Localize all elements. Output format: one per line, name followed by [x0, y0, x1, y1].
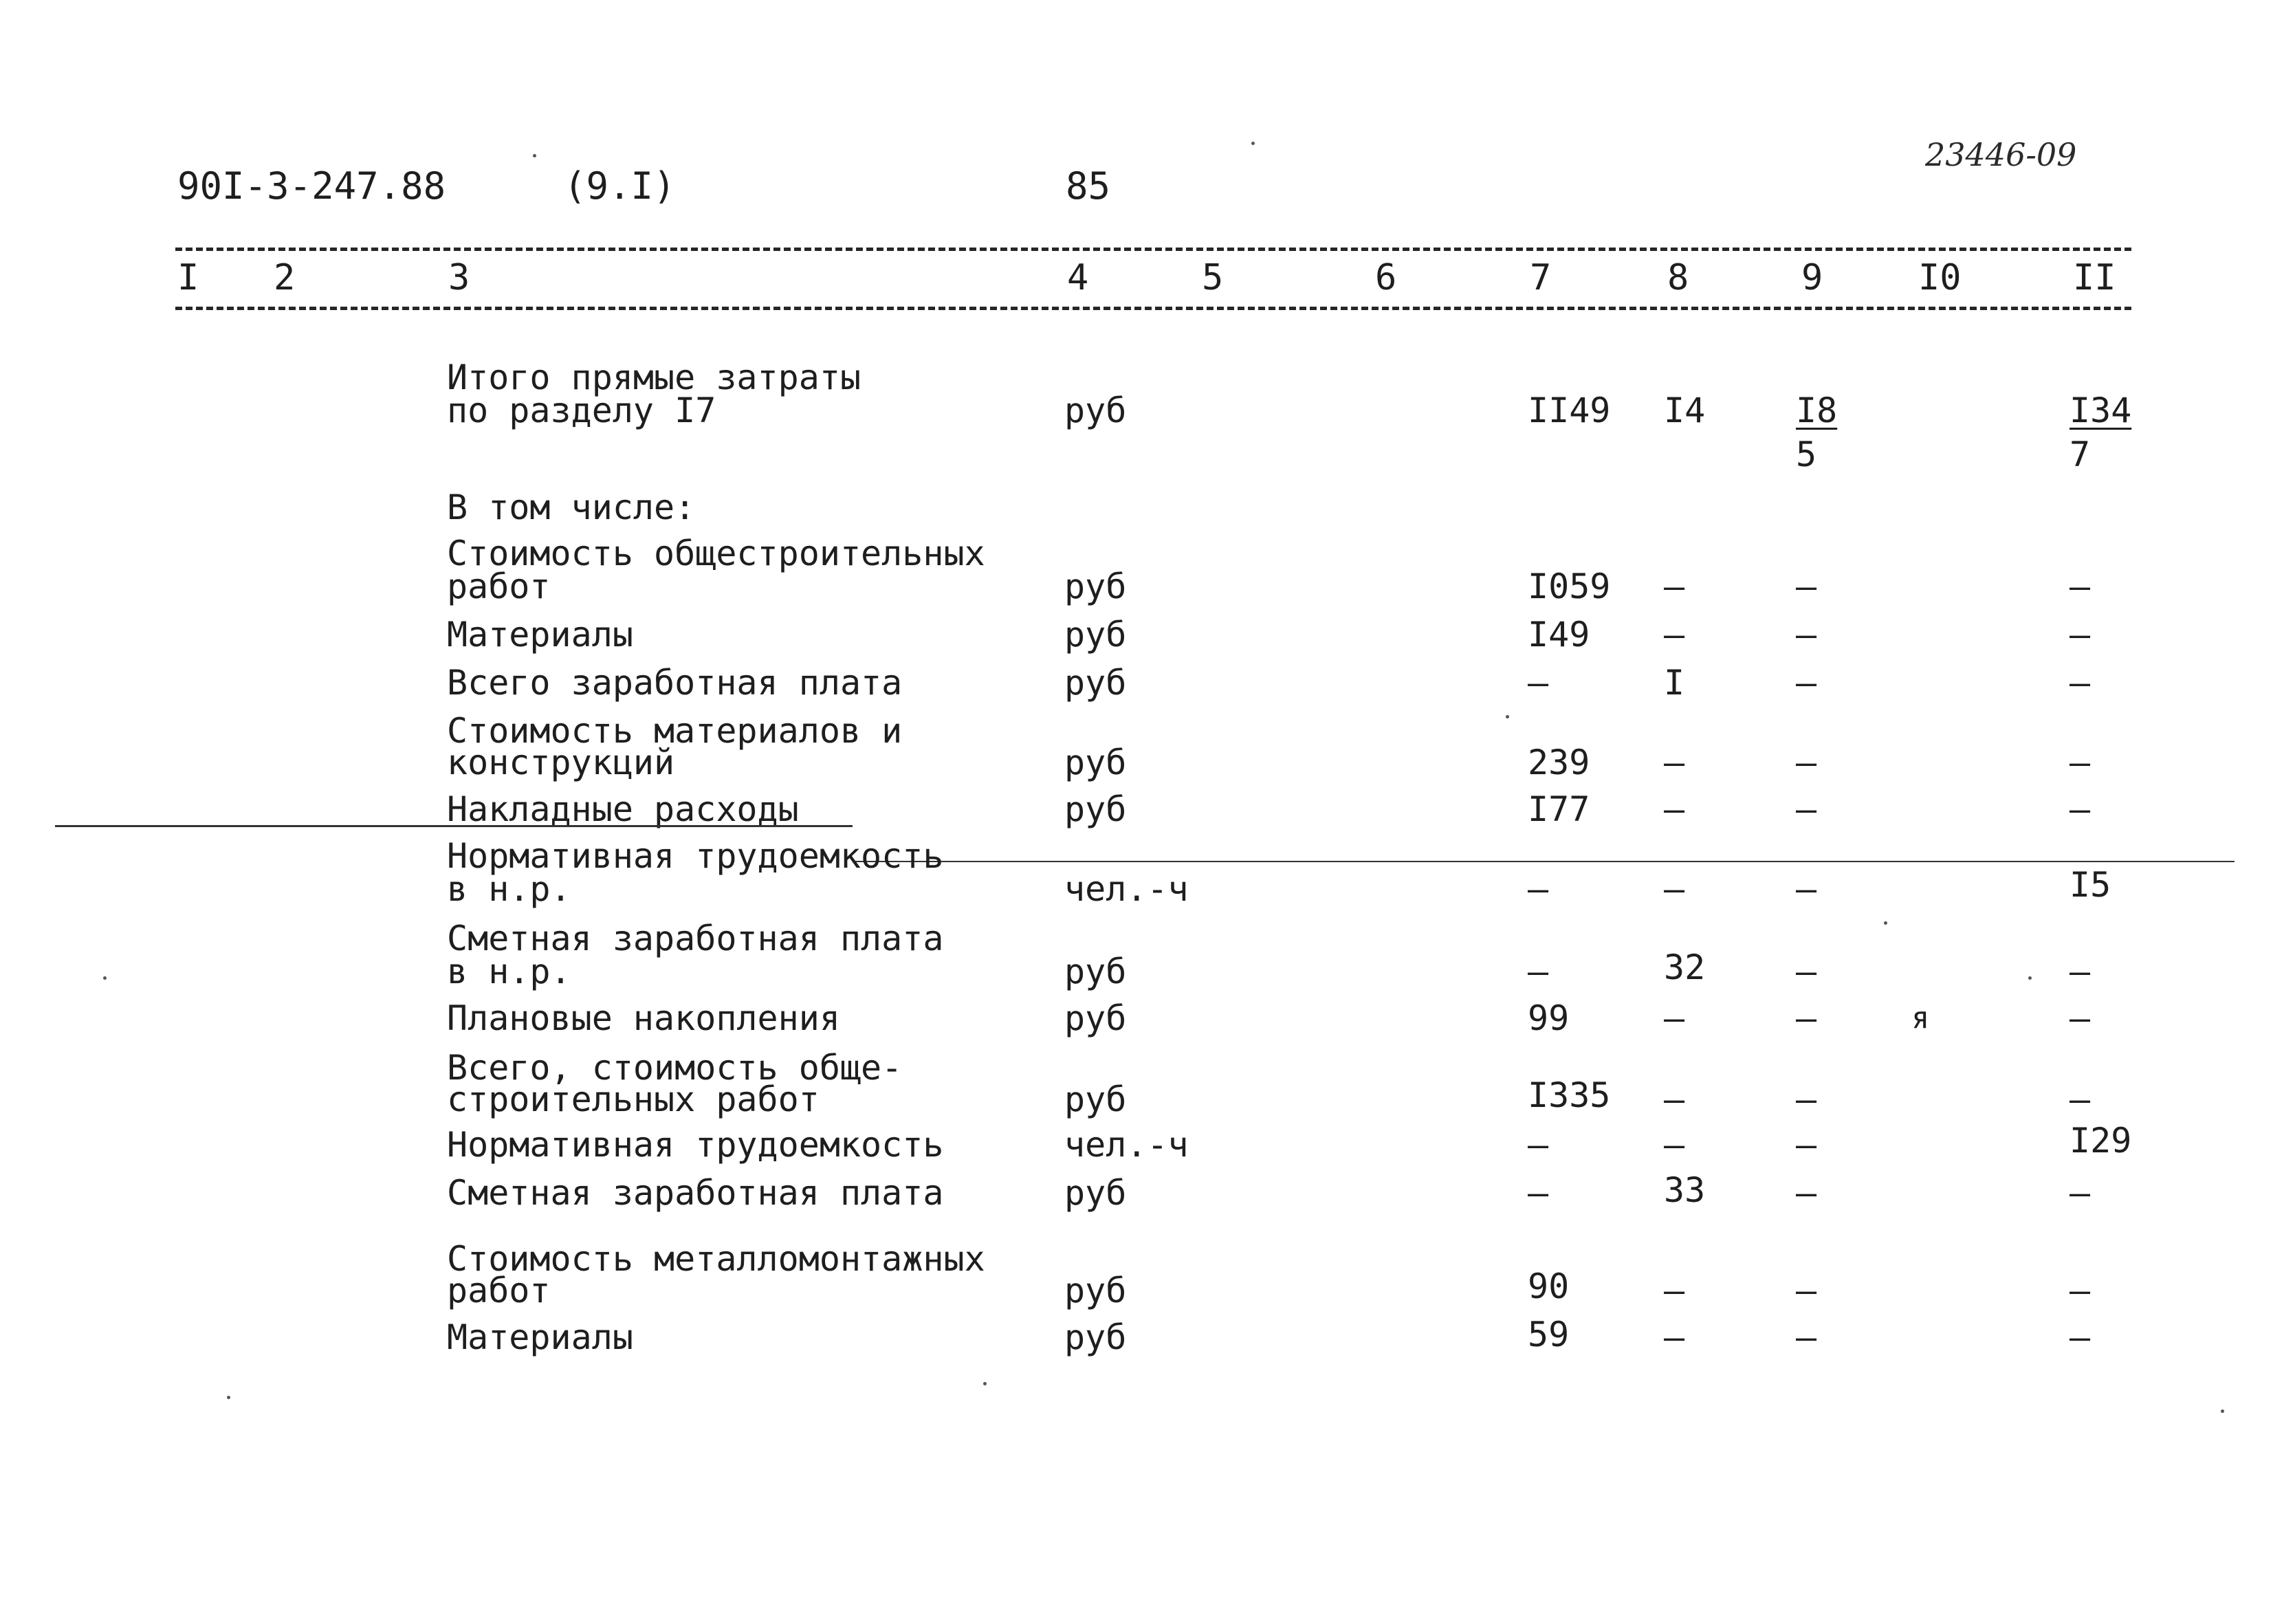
row-col8: – [1664, 615, 1685, 655]
row-label-line1: Накладные расходы [447, 789, 799, 829]
row-col7: – [1528, 663, 1549, 703]
row-label-line1: Плановые накопления [447, 998, 840, 1038]
row-col11: – [2069, 1317, 2091, 1357]
col-num-4: 4 [1067, 257, 1089, 298]
row-col7: 59 [1528, 1315, 1570, 1354]
row-col8: – [1664, 789, 1685, 829]
section-number: (9.I) [564, 164, 676, 208]
row-col11: – [2069, 615, 2091, 655]
row-col9: – [1796, 663, 1817, 703]
row-col8: I [1664, 663, 1685, 703]
row-col7: 90 [1528, 1266, 1570, 1306]
scan-speck [103, 976, 107, 980]
row-col9: – [1796, 1125, 1817, 1165]
row-col9: – [1796, 615, 1817, 655]
row-label-line1: Нормативная трудоемкость [447, 1125, 944, 1165]
row-col9: – [1796, 567, 1817, 606]
row-unit: чел.-ч [1064, 869, 1189, 909]
row-col7: – [1528, 1125, 1549, 1165]
row-col7: – [1528, 952, 1549, 991]
scan-speck [227, 1396, 230, 1399]
scan-speck [2221, 1409, 2224, 1413]
col-num-7: 7 [1530, 257, 1552, 298]
scan-rule-right [853, 861, 2234, 862]
row-unit: руб [1064, 615, 1127, 655]
row-col7: 99 [1528, 998, 1570, 1038]
row-col7: I059 [1528, 567, 1611, 606]
scan-speck [1884, 921, 1887, 925]
col-num-1: I [177, 257, 199, 298]
row-col11: – [2069, 1173, 2091, 1213]
row-col9: – [1796, 869, 1817, 909]
scan-rule-left [55, 825, 853, 827]
row-col11: – [2069, 663, 2091, 703]
dashed-rule-top [175, 248, 2131, 251]
row-col11: – [2069, 743, 2091, 782]
col-num-2: 2 [274, 257, 296, 298]
row-unit: руб [1064, 743, 1127, 782]
total-col9-bottom: 5 [1796, 435, 1817, 474]
total-col8: I4 [1664, 391, 1706, 430]
row-label-line2: строительных работ [447, 1079, 820, 1119]
row-col9: – [1796, 1317, 1817, 1357]
doc-code: 90I-3-247.88 [177, 164, 446, 208]
row-label-line1: Сметная заработная плата [447, 919, 944, 958]
row-col9: – [1796, 743, 1817, 782]
row-label-line2: в н.р. [447, 952, 571, 991]
row-col8: – [1664, 567, 1685, 606]
row-col8: – [1664, 1271, 1685, 1310]
row-col8: – [1664, 1079, 1685, 1119]
row-unit: руб [1064, 1271, 1127, 1310]
row-label-line2: конструкций [447, 743, 675, 782]
total-col11-top: I34 [2069, 391, 2132, 430]
row-col9: – [1796, 1173, 1817, 1213]
row-label-line2: в н.р. [447, 869, 571, 909]
row-col9: – [1796, 1079, 1817, 1119]
row-unit: руб [1064, 1079, 1127, 1119]
row-col11: I29 [2069, 1121, 2132, 1161]
row-label-line1: Нормативная трудоемкость [447, 836, 944, 876]
row-col11: – [2069, 1079, 2091, 1119]
row-col7: I335 [1528, 1075, 1611, 1115]
row-col7: I77 [1528, 789, 1590, 829]
row-col9: – [1796, 998, 1817, 1038]
row-col9: – [1796, 1271, 1817, 1310]
row-col11: – [2069, 998, 2091, 1038]
row-label-line1: Материалы [447, 615, 633, 655]
row-col8: 32 [1664, 947, 1706, 987]
row-unit: руб [1064, 789, 1127, 829]
total-label-line2: по разделу I7 [447, 391, 716, 430]
row-unit: руб [1064, 998, 1127, 1038]
row-label-line1: Всего заработная плата [447, 663, 903, 703]
col-num-10: I0 [1918, 257, 1962, 298]
row-col7: I49 [1528, 615, 1590, 655]
row-unit: руб [1064, 952, 1127, 991]
total-col7: II49 [1528, 391, 1611, 430]
row-col7: 239 [1528, 743, 1590, 782]
col-num-5: 5 [1202, 257, 1224, 298]
page-number: 85 [1066, 164, 1111, 208]
row-label-line1: Всего, стоимость обще- [447, 1048, 903, 1088]
scan-speck [533, 154, 536, 157]
row-col8: – [1664, 869, 1685, 909]
col-num-9: 9 [1801, 257, 1823, 298]
row-label-line1: Стоимость общестроительных [447, 534, 985, 573]
row-col7: – [1528, 869, 1549, 909]
row-unit: руб [1064, 663, 1127, 703]
row-col8: – [1664, 1317, 1685, 1357]
scan-speck [2028, 976, 2032, 980]
row-col8: 33 [1664, 1170, 1706, 1210]
handwritten-stamp: 23446-09 [1925, 136, 2077, 173]
col-num-11: II [2073, 257, 2116, 298]
total-col9-top: I8 [1796, 391, 1838, 430]
subheading: В том числе: [447, 487, 696, 527]
row-unit: руб [1064, 567, 1127, 606]
row-label-line1: Стоимость металломонтажных [447, 1239, 985, 1279]
row-col11: – [2069, 952, 2091, 991]
row-unit: руб [1064, 1173, 1127, 1213]
total-unit: руб [1064, 391, 1127, 430]
row-col9: – [1796, 952, 1817, 991]
scan-speck [1506, 715, 1509, 718]
row-label-line2: работ [447, 1271, 551, 1310]
total-label-line1: Итого прямые затраты [447, 358, 861, 397]
row-col9: – [1796, 789, 1817, 829]
col-num-6: 6 [1375, 257, 1397, 298]
row-col8: – [1664, 998, 1685, 1038]
scan-speck [1251, 142, 1255, 145]
row-col8: – [1664, 1125, 1685, 1165]
row-label-line1: Сметная заработная плата [447, 1173, 944, 1213]
row-unit: руб [1064, 1317, 1127, 1357]
row-col11: I5 [2069, 865, 2111, 905]
scan-speck [983, 1382, 987, 1385]
row-col11: – [2069, 789, 2091, 829]
total-col11-bottom: 7 [2069, 435, 2091, 474]
row-label-line2: работ [447, 567, 551, 606]
row-col7: – [1528, 1173, 1549, 1213]
row-col10: я [1911, 1000, 1930, 1035]
row-col11: – [2069, 1271, 2091, 1310]
col-num-3: 3 [448, 257, 470, 298]
row-col11: – [2069, 567, 2091, 606]
col-num-8: 8 [1667, 257, 1689, 298]
row-label-line1: Стоимость материалов и [447, 711, 903, 751]
dashed-rule-bottom [175, 307, 2131, 310]
row-unit: чел.-ч [1064, 1125, 1189, 1165]
row-col8: – [1664, 743, 1685, 782]
row-label-line1: Материалы [447, 1317, 633, 1357]
